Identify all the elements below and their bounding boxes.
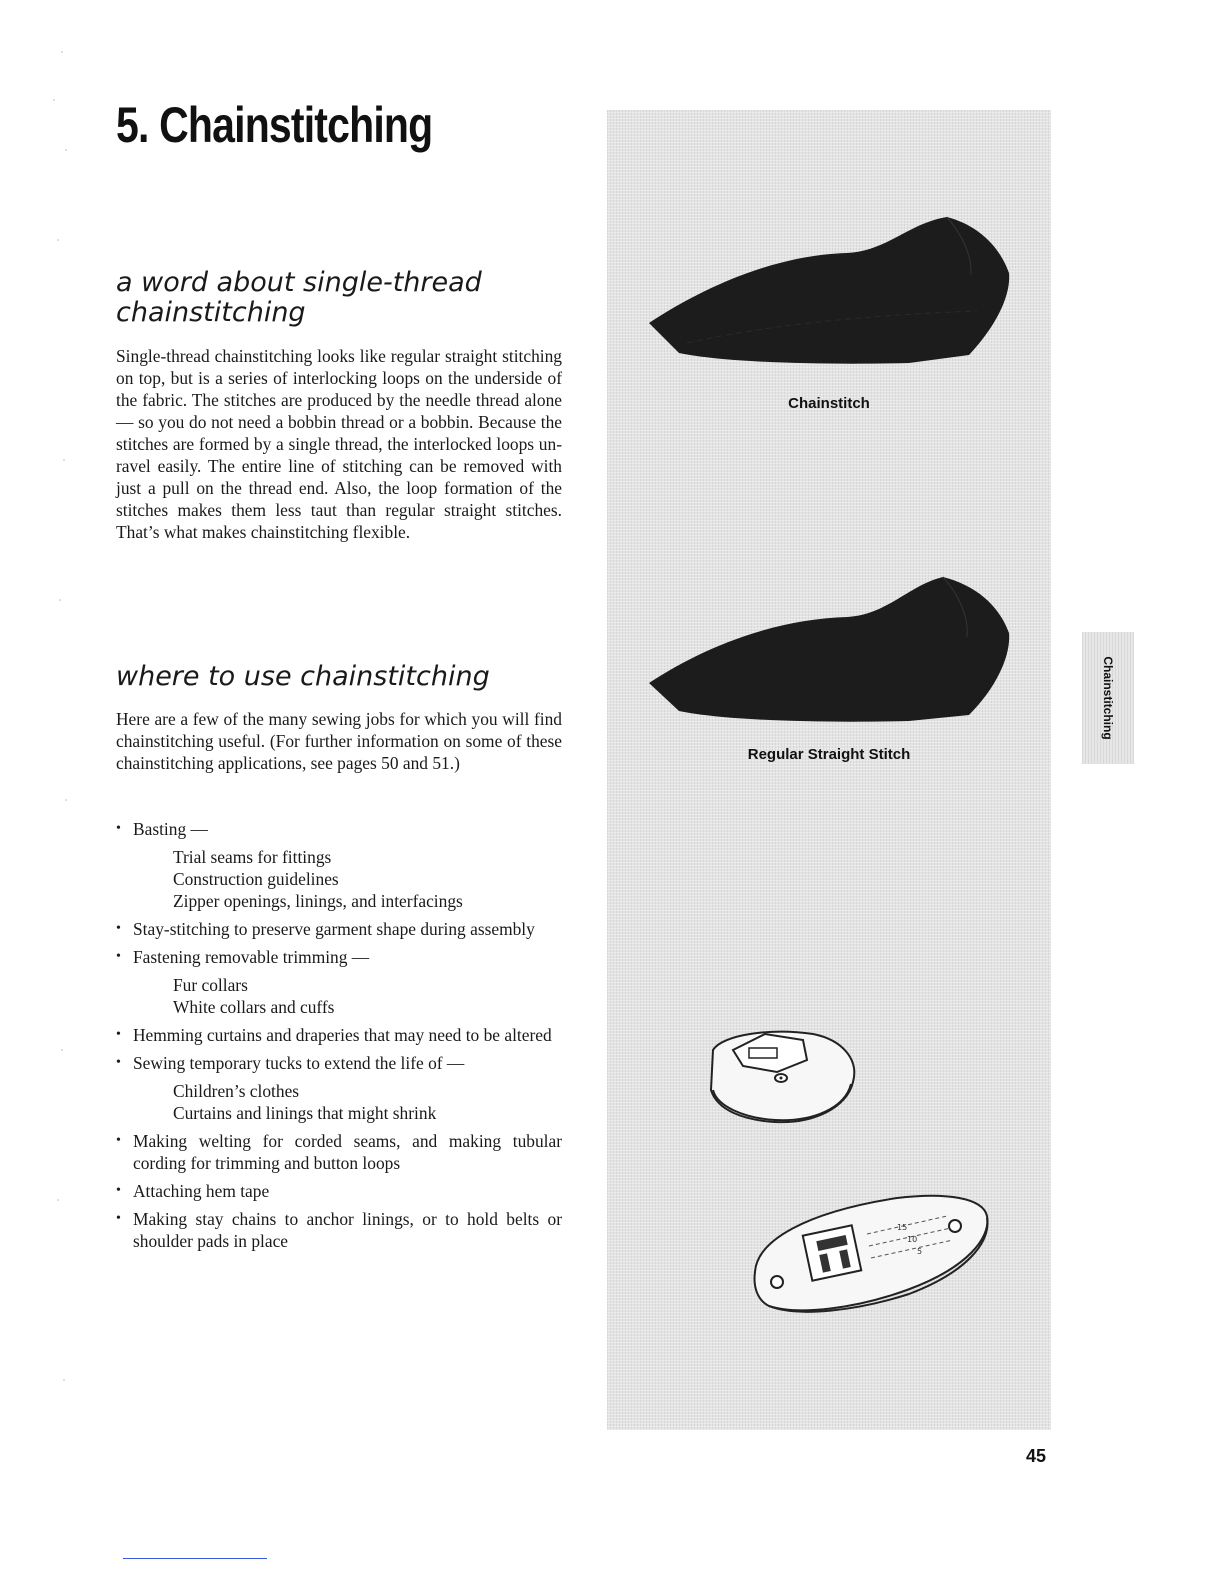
sub-list-item: Children’s clothes	[173, 1081, 300, 1101]
caption-chainstitch: Chainstitch	[788, 395, 870, 412]
list-item-text: Stay-stitching to preserve garment shape during assembly	[133, 919, 535, 939]
section-heading-where-to-use: where to use chainstitching	[116, 661, 490, 692]
needle-plate-small-illustration	[703, 1020, 863, 1130]
sub-list	[133, 974, 562, 1018]
needle-plate-large-illustration	[747, 1190, 997, 1320]
list-item-text: Fastening removable trimming —	[133, 947, 370, 967]
list-item	[116, 1208, 562, 1252]
sub-list-item: Fur collars	[173, 975, 248, 995]
plate-mark: 5	[917, 1247, 923, 1256]
chapter-title: 5. Chainstitching	[116, 97, 433, 153]
single-thread-paragraph: Single-thread chainstitching looks like regular straight stitching on top, but is a series of interlocking loops on the underside of the fabric. The stitches are produced by the needle thread alone — so you do not need a bobbin thread or a bobbin. Because the stitches are formed by a single thread, the interlocked loops unravel easily. The entire line of stitching can be removed with just a pull on the thread end. Also, the loop formation of the stitches makes them less taut than regular straight stitches. That’s what makes chainstitching flexible.	[116, 346, 562, 542]
sub-list-item: Curtains and linings that might shrink	[173, 1103, 437, 1123]
list-item-text: Attaching hem tape	[133, 1181, 270, 1201]
caption-straight-stitch: Regular Straight Stitch	[747, 746, 911, 763]
list-item-text: Making welting for corded seams, and making tubular cording for trimming and button loops	[133, 1131, 562, 1173]
list-item-text: Hemming curtains and draperies that may need to be altered	[133, 1025, 552, 1045]
list-item	[116, 1130, 562, 1174]
list-item	[116, 1052, 562, 1124]
section-heading-line1: a word about single-thread	[116, 267, 482, 298]
section-heading-single-thread	[116, 268, 576, 328]
footer-rule	[123, 1558, 267, 1559]
sub-list	[133, 846, 562, 912]
use-list	[116, 818, 562, 1258]
plate-mark: 10	[907, 1235, 918, 1244]
section-heading-line2: chainstitching	[116, 297, 306, 328]
list-item	[116, 946, 562, 1018]
list-item-text: Basting —	[133, 819, 208, 839]
margin-specks	[40, 40, 80, 1440]
page-number: 45	[1026, 1446, 1047, 1466]
sub-list-item: Trial seams for fittings	[173, 847, 332, 867]
illustration-panel	[607, 110, 1051, 1430]
side-tab-label: Chainstitching	[1101, 656, 1115, 740]
plate-mark: 15	[897, 1223, 908, 1232]
sub-list	[133, 1080, 562, 1124]
chainstitch-fabric-illustration	[647, 215, 1017, 365]
sub-list-item: Construction guidelines	[173, 869, 339, 889]
list-item	[116, 1024, 562, 1046]
sub-list-item: White collars and cuffs	[173, 997, 335, 1017]
list-item-text: Making stay chains to anchor linings, or to hold belts or shoulder pads in place	[133, 1209, 562, 1251]
sub-list-item: Zipper openings, linings, and interfacings	[173, 891, 463, 911]
side-tab	[1082, 632, 1134, 764]
list-item-text: Sewing temporary tucks to extend the life of —	[133, 1053, 465, 1073]
list-item	[116, 818, 562, 912]
list-item	[116, 1180, 562, 1202]
where-to-use-intro: Here are a few of the many sewing jobs for which you will find chainstitching useful. (For further information on some of these chainstitching applications, see pages 50 and 51.)	[116, 709, 562, 773]
straight-stitch-fabric-illustration	[647, 575, 1017, 725]
list-item	[116, 918, 562, 940]
